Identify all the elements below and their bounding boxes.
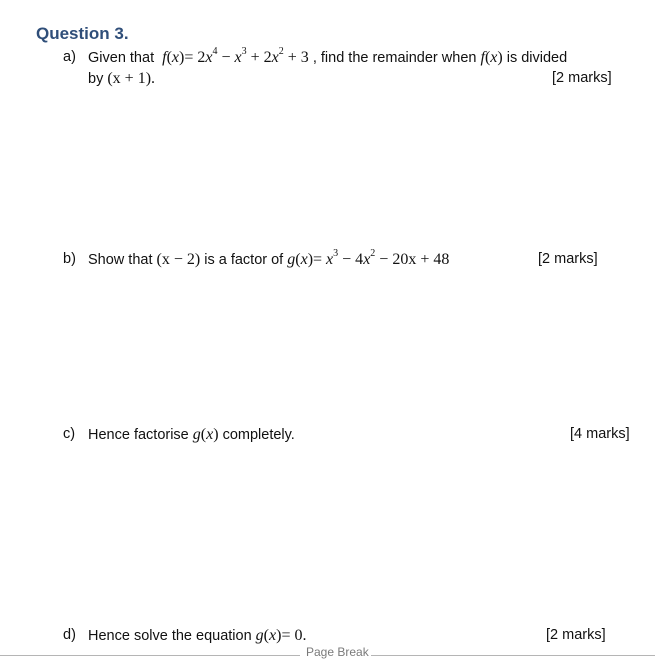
- page-break-line-left: [0, 655, 300, 656]
- part-c-marks: [4 marks]: [570, 426, 630, 442]
- part-c-label: c): [63, 426, 76, 442]
- question-title: Question 3.: [36, 24, 129, 43]
- part-b-mid: is a factor of: [200, 252, 288, 268]
- part-b-marks: [2 marks]: [538, 251, 598, 267]
- page-break-line-right: [370, 655, 655, 656]
- part-b-intro: Show that: [88, 252, 157, 268]
- part-a-line1: [88, 45, 568, 67]
- part-a-after: is divided: [506, 50, 568, 66]
- page-break-label: Page Break: [306, 645, 369, 659]
- part-a-function: $f(x)= 2x^4 - x^3 + 2x^2 + 3$: [162, 45, 309, 66]
- part-b-function: $g(x)= x^3 - 4x^2 - 20x + 48$: [287, 247, 450, 268]
- part-c-after: completely.: [218, 427, 295, 443]
- part-d-line: [88, 627, 306, 645]
- part-b-label: b): [63, 251, 76, 267]
- part-d-equation: g(x)= 0.: [255, 627, 307, 644]
- part-c-intro: Hence factorise: [88, 427, 193, 443]
- part-a-label: a): [63, 49, 76, 65]
- part-b-factor: (x − 2): [156, 251, 201, 268]
- part-a-mid: , find the remainder when: [312, 50, 481, 66]
- part-d-intro: Hence solve the equation: [88, 628, 256, 644]
- part-a-divisor: (x + 1).: [107, 70, 156, 87]
- part-b-line: [88, 247, 450, 269]
- part-c-line: [88, 426, 295, 444]
- part-c-gx: g(x): [192, 426, 219, 443]
- part-a-intro: Given that: [88, 50, 155, 66]
- part-d-marks: [2 marks]: [546, 627, 606, 643]
- part-a-marks: [2 marks]: [552, 70, 612, 86]
- part-a-line2: by (x + 1).: [88, 70, 156, 87]
- part-d-label: d): [63, 627, 76, 643]
- part-a-fx: f(x): [480, 49, 503, 66]
